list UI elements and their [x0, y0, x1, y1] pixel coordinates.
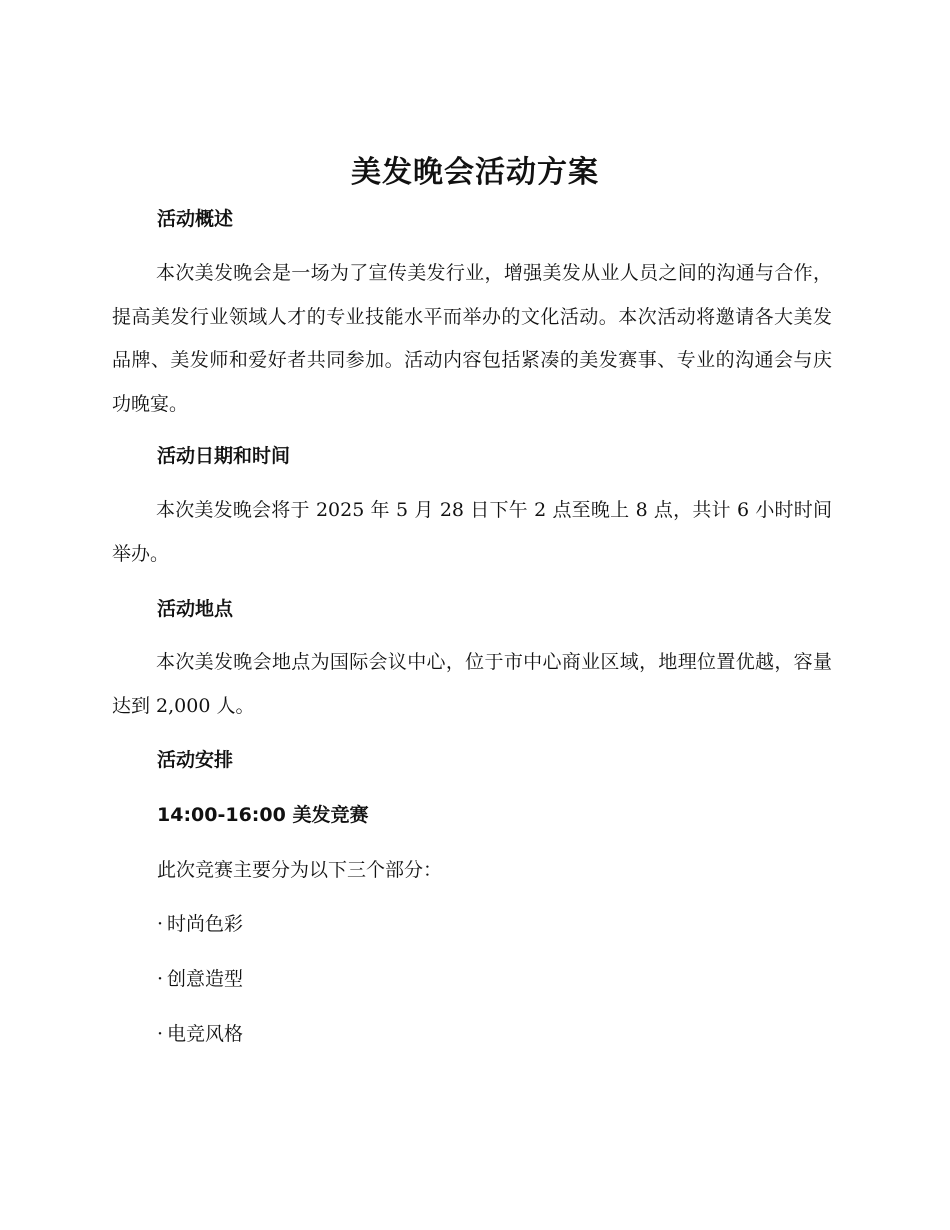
list-item-text: 电竞风格 [167, 1023, 244, 1045]
section-heading-overview: 活动概述 [157, 208, 234, 230]
list-item-text: 创意造型 [167, 968, 244, 990]
list-item [157, 910, 243, 938]
bullet-mark: · [157, 1023, 164, 1045]
venue-paragraph: 本次美发晚会地点为国际会议中心，位于市中心商业区域，地理位置优越，容量达到 2,000 人。 [112, 651, 832, 717]
document-title: 美发晚会活动方案 [351, 155, 599, 190]
overview-paragraph: 本次美发晚会是一场为了宣传美发行业，增强美发从业人员之间的沟通与合作，提高美发行业领域人才的专业技能水平而举办的文化活动。本次活动将邀请各大美发品牌、美发师和爱好者共同参加。活动内容包括紧凑的美发赛事、专业的沟通会与庆功晚宴。 [112, 262, 832, 415]
datetime-paragraph: 本次美发晚会将于 2025 年 5 月 28 日下午 2 点至晚上 8 点，共计 6 小时时间举办。 [112, 499, 832, 565]
bullet-mark: · [157, 968, 164, 990]
list-item [157, 1020, 243, 1048]
schedule-subheading: 14:00-16:00 美发竞赛 [157, 804, 369, 826]
section-heading-datetime: 活动日期和时间 [157, 445, 291, 467]
section-heading-venue: 活动地点 [157, 598, 234, 620]
section-heading-schedule: 活动安排 [157, 749, 234, 771]
bullet-mark: · [157, 913, 164, 935]
list-item [157, 965, 243, 993]
list-item-text: 时尚色彩 [167, 913, 244, 935]
schedule-intro: 此次竞赛主要分为以下三个部分： [157, 859, 443, 881]
